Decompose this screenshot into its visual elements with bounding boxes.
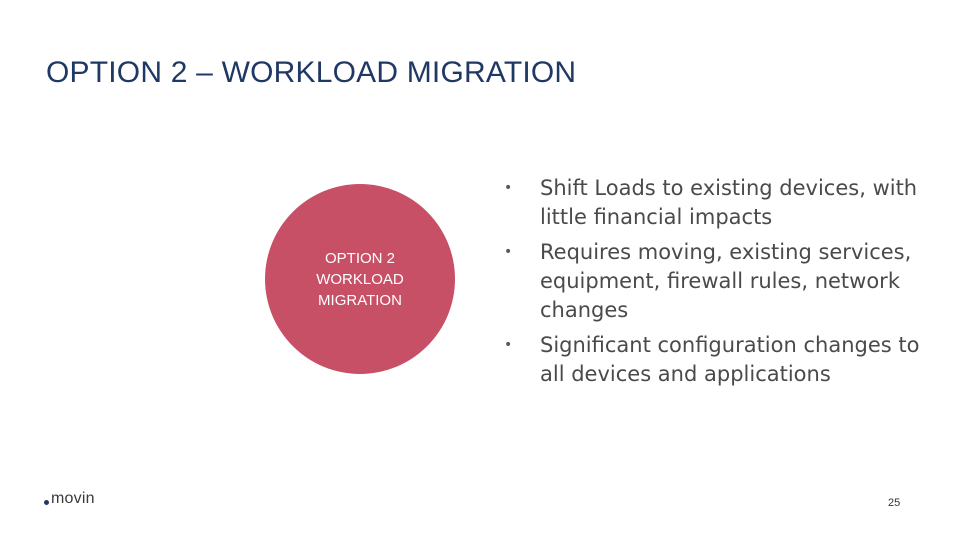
slide-title: OPTION 2 – WORKLOAD MIGRATION bbox=[46, 56, 577, 89]
bullet-item-3 bbox=[500, 331, 920, 389]
bullet-dot-icon: • bbox=[504, 244, 513, 260]
circle-label-line-2: WORKLOAD bbox=[316, 270, 404, 288]
company-logo bbox=[44, 490, 95, 508]
bullet-item-1 bbox=[500, 174, 920, 232]
page-number: 25 bbox=[888, 497, 901, 509]
option-circle bbox=[265, 184, 455, 374]
bullet-text: Significant configuration changes to all devices and applications bbox=[540, 333, 920, 386]
bullet-dot-icon: • bbox=[504, 180, 513, 196]
logo-text: movin bbox=[51, 490, 95, 507]
bullet-dot-icon: • bbox=[504, 337, 513, 353]
circle-label bbox=[316, 248, 404, 311]
bullet-item-2 bbox=[500, 238, 920, 325]
bullet-text: Shift Loads to existing devices, with little financial impacts bbox=[540, 176, 918, 229]
bullet-list bbox=[500, 174, 920, 395]
circle-label-line-1: OPTION 2 bbox=[324, 249, 395, 267]
bullet-text: Requires moving, existing services, equipment, firewall rules, network changes bbox=[540, 240, 912, 322]
logo-dot-icon bbox=[44, 500, 49, 505]
circle-label-line-3: MIGRATION bbox=[318, 291, 402, 309]
